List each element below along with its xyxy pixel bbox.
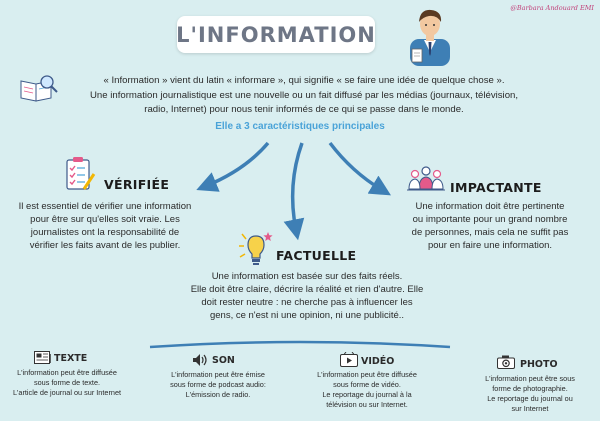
- subtitle: Elle a 3 caractéristiques principales: [215, 121, 385, 132]
- verifiee-title: VÉRIFIÉE: [104, 177, 170, 192]
- divider-line: [150, 342, 450, 347]
- texte-title: TEXTE: [54, 353, 88, 364]
- verifiee-text: Il est essentiel de vérifier une information pour être sur qu'elles soit vraie. Les journalistes ont la responsabilité de vérifier les faits avant de les publier.: [18, 201, 192, 251]
- checklist-icon: [64, 156, 96, 192]
- photo-title: PHOTO: [520, 359, 558, 370]
- son-title: SON: [212, 355, 235, 366]
- arrow-to-verifiee: [206, 143, 268, 186]
- video-title: VIDÉO: [361, 356, 395, 367]
- speaker-icon: [192, 353, 210, 367]
- factuelle-title: FACTUELLE: [276, 248, 357, 263]
- newspaper-icon: [34, 351, 52, 364]
- people-group-icon: [406, 164, 446, 194]
- video-text: L'information peut être diffusée sous forme de vidéo. Le reportage du journal à la télévision ou sur Internet.: [317, 370, 417, 409]
- arrow-to-impactante: [330, 143, 382, 190]
- son-text: L'information peut être émise sous forme de podcast audio: L'émission de radio.: [170, 370, 266, 399]
- intro-line-1: « Information » vient du latin « informare », qui signifie « se faire une idée de quelque chose ».: [103, 75, 505, 86]
- impactante-title: IMPACTANTE: [450, 180, 542, 195]
- factuelle-text: Une information est basée sur des faits réels. Elle doit être claire, décrire la réalité et rien d'autre. Elle doit rester neutre : ne cherche pas à influencer les gens, ce n'est ni une opinion, ni une publicité..: [190, 271, 424, 321]
- impactante-text: Une information doit être pertinente ou importante pour un grand nombre de personnes, mais cela ne suffit pas pour en faire une information.: [411, 201, 569, 251]
- lightbulb-icon: [237, 230, 275, 268]
- camera-icon: [497, 355, 515, 369]
- arrow-to-factuelle: [293, 143, 302, 230]
- texte-text: L'information peut être diffusée sous forme de texte. L'article de journal ou sur Internet: [12, 368, 122, 397]
- intro-line-2: Une information journalistique est une nouvelle ou un fait diffusé par les médias (journaux, télévision,: [89, 89, 519, 101]
- page-title: L'INFORMATION: [176, 22, 376, 47]
- author-credit: @Barbara Andouard EMI: [510, 4, 594, 12]
- intro-line-3: radio, Internet) pour nous tenir informés de ce qui se passe dans le monde.: [144, 104, 464, 115]
- video-icon: [340, 352, 358, 367]
- photo-text: L'information peut être sous forme de photographie. Le reportage du journal ou sur Internet: [485, 374, 575, 413]
